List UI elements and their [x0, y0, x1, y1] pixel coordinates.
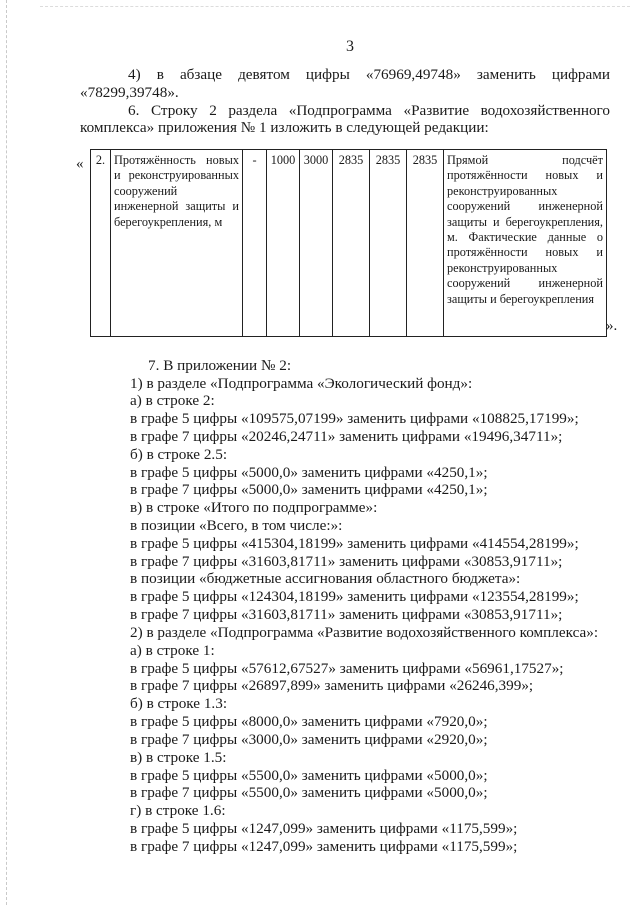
line-19: в позиции «бюджетные ассигнования областного бюджета»:	[130, 570, 521, 587]
line-8: 1) в разделе «Подпрограмма «Экологический фонд»:	[130, 375, 473, 392]
value-cell-2: 3000	[300, 150, 333, 337]
line-21: в графе 7 цифры «31603,81711» заменить цифрами «30853,91711»;	[130, 606, 563, 623]
paragraph-6-line-2: комплекса» приложения № 1 изложить в следующей редакции:	[80, 119, 489, 136]
scan-left-edge	[6, 0, 7, 905]
line-12: б) в строке 2.5:	[130, 446, 228, 463]
line-14: в графе 7 цифры «5000,0» заменить цифрами «4250,1»;	[130, 481, 488, 498]
table-close-quote: ».	[606, 318, 618, 334]
line-26: б) в строке 1.3:	[130, 695, 228, 712]
program-indicator-table	[90, 149, 607, 337]
table-open-quote: «	[76, 156, 84, 172]
unit-dash-cell: -	[243, 150, 267, 337]
line-23: а) в строке 1:	[130, 642, 215, 659]
line-18: в графе 7 цифры «31603,81711» заменить цифрами «30853,91711»;	[130, 553, 563, 570]
table-row	[91, 150, 607, 337]
line-24: в графе 5 цифры «57612,67527» заменить цифрами «56961,17527»;	[130, 660, 564, 677]
line-11: в графе 7 цифры «20246,24711» заменить цифрами «19496,34711»;	[130, 428, 563, 445]
line-29: в) в строке 1.5:	[130, 749, 227, 766]
indicator-name-cell: Протяжённость новых и реконструированных сооружений инженерной защиты и берегоукрепления, м	[111, 150, 243, 337]
line-22: 2) в разделе «Подпрограмма «Развитие водохозяйственного комплекса»:	[130, 624, 599, 641]
row-number-cell: 2.	[91, 150, 111, 337]
line-30: в графе 5 цифры «5500,0» заменить цифрами «5000,0»;	[130, 767, 488, 784]
scan-top-edge	[40, 6, 630, 7]
value-cell-3: 2835	[333, 150, 370, 337]
calculation-method-cell: Прямой подсчёт протяжённости новых и реконструированных сооружений инженерной защиты и берегоукрепления, м. Фактические данные о протяжённости новых и реконструированных сооружений инженерной защиты и берегоукрепления	[444, 150, 607, 337]
paragraph-6-line-1: 6. Строку 2 раздела «Подпрограмма «Развитие водохозяйственного	[128, 102, 610, 119]
line-34: в графе 7 цифры «1247,099» заменить цифрами «1175,599»;	[130, 838, 518, 855]
line-27: в графе 5 цифры «8000,0» заменить цифрами «7920,0»;	[130, 713, 488, 730]
value-cell-5: 2835	[407, 150, 444, 337]
line-20: в графе 5 цифры «124304,18199» заменить цифрами «123554,28199»;	[130, 588, 579, 605]
line-9: а) в строке 2:	[130, 392, 215, 409]
line-13: в графе 5 цифры «5000,0» заменить цифрами «4250,1»;	[130, 464, 488, 481]
line-17: в графе 5 цифры «415304,18199» заменить цифрами «414554,28199»;	[130, 535, 579, 552]
line-31: в графе 7 цифры «5500,0» заменить цифрами «5000,0»;	[130, 784, 488, 801]
paragraph-4-line-1: 4) в абзаце девятом цифры «76969,49748» заменить цифрами	[128, 66, 610, 83]
line-16: в позиции «Всего, в том числе:»:	[130, 517, 343, 534]
line-10: в графе 5 цифры «109575,07199» заменить цифрами «108825,17199»;	[130, 410, 579, 427]
line-15: в) в строке «Итого по подпрограмме»:	[130, 499, 378, 516]
value-cell-4: 2835	[370, 150, 407, 337]
line-28: в графе 7 цифры «3000,0» заменить цифрами «2920,0»;	[130, 731, 488, 748]
value-cell-1: 1000	[267, 150, 300, 337]
paragraph-4-line-2: «78299,39748».	[80, 84, 179, 101]
page-number: 3	[346, 38, 354, 55]
line-32: г) в строке 1.6:	[130, 802, 226, 819]
line-25: в графе 7 цифры «26897,899» заменить цифрами «26246,399»;	[130, 677, 534, 694]
line-7: 7. В приложении № 2:	[148, 357, 292, 374]
line-33: в графе 5 цифры «1247,099» заменить цифрами «1175,599»;	[130, 820, 518, 837]
